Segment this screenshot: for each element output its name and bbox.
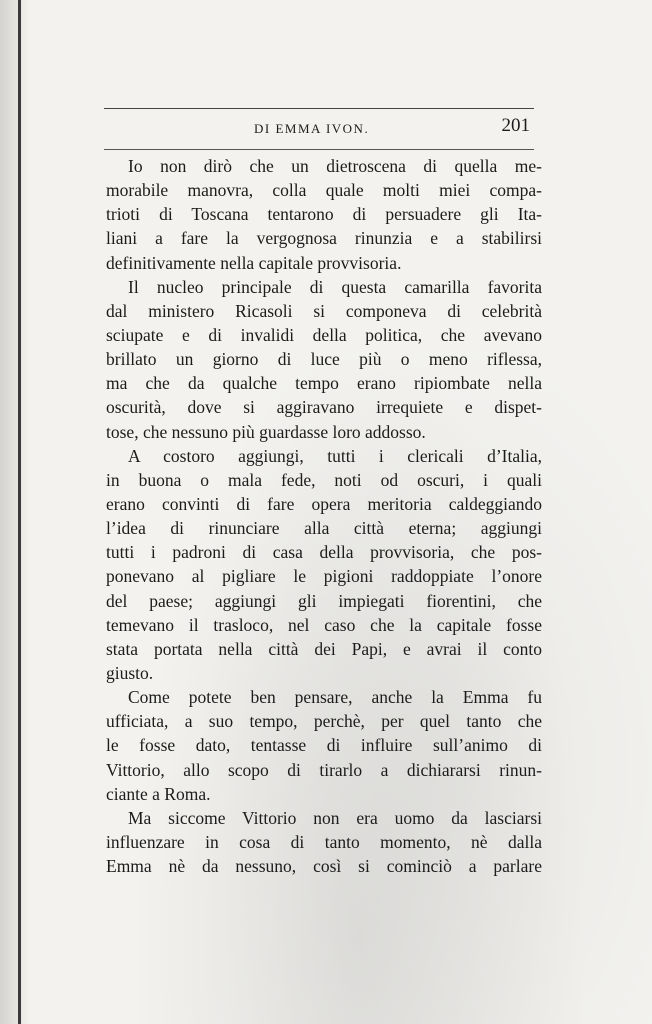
- text-line: sciupate e di invalidi della politica, che avevano: [106, 324, 542, 345]
- text-line: ciante a Roma.: [106, 783, 211, 804]
- text-line: influenzare in cosa di tanto momento, nè dalla: [106, 831, 542, 852]
- text-line: trioti di Toscana tentarono di persuadere gli Ita-: [106, 204, 542, 225]
- text-line: morabile manovra, colla quale molti miei compa-: [106, 180, 542, 201]
- text-line: erano convinti di fare opera meritoria caldeggiando: [106, 493, 542, 514]
- spine-line: [18, 0, 21, 1024]
- text-line: ma che da qualche tempo erano ripiombate nella: [106, 373, 542, 394]
- text-line: definitivamente nella capitale provvisoria.: [106, 252, 402, 273]
- running-title: DI EMMA IVON.: [254, 121, 370, 136]
- page-number: 201: [501, 115, 530, 136]
- text-line: Ma siccome Vittorio non era uomo da lasciarsi: [128, 807, 542, 828]
- text-line: del paese; aggiungi gli impiegati fiorentini, che: [106, 590, 542, 611]
- text-line: tutti i padroni di casa della provvisoria, che pos-: [106, 542, 542, 563]
- text-line: tose, che nessuno più guardasse loro addosso.: [106, 421, 426, 442]
- text-line: Vittorio, allo scopo di tirarlo a dichiararsi rinun-: [106, 759, 542, 780]
- text-line: ufficiata, a suo tempo, perchè, per quel tanto che: [106, 711, 542, 732]
- binding-edge: [0, 0, 30, 1024]
- header-rule: [104, 149, 534, 150]
- text-line: stata portata nella città dei Papi, e avrai il conto: [106, 638, 542, 659]
- text-line: liani a fare la vergognosa rinunzia e a stabilirsi: [106, 228, 542, 249]
- text-line: Emma nè da nessuno, così si cominciò a parlare: [106, 856, 542, 877]
- text-line: le fosse dato, tentasse di influire sull’animo di: [106, 735, 542, 756]
- text-line: Il nucleo principale di questa camarilla favorita: [128, 276, 542, 297]
- text-line: A costoro aggiungi, tutti i clericali d’Italia,: [128, 445, 542, 466]
- text-line: dal ministero Ricasoli si componeva di celebrità: [106, 300, 542, 321]
- text-line: ponevano al pigliare le pigioni raddoppiate l’onore: [106, 566, 542, 587]
- body-text: [106, 154, 542, 878]
- text-line: Come potete ben pensare, anche la Emma fu: [128, 687, 542, 708]
- text-line: Io non dirò che un dietroscena di quella me-: [128, 156, 542, 176]
- text-line: in buona o mala fede, noti od oscuri, i quali: [106, 469, 542, 490]
- running-head: [104, 108, 534, 149]
- text-line: giusto.: [106, 662, 154, 683]
- text-line: brillato un giorno di luce più o meno riflessa,: [106, 349, 542, 370]
- text-line: l’idea di rinunciare alla città eterna; aggiungi: [106, 518, 542, 539]
- text-line: oscurità, dove si aggiravano irrequiete e dispet-: [106, 397, 542, 418]
- text-line: temevano il trasloco, nel caso che la capitale fosse: [106, 614, 542, 635]
